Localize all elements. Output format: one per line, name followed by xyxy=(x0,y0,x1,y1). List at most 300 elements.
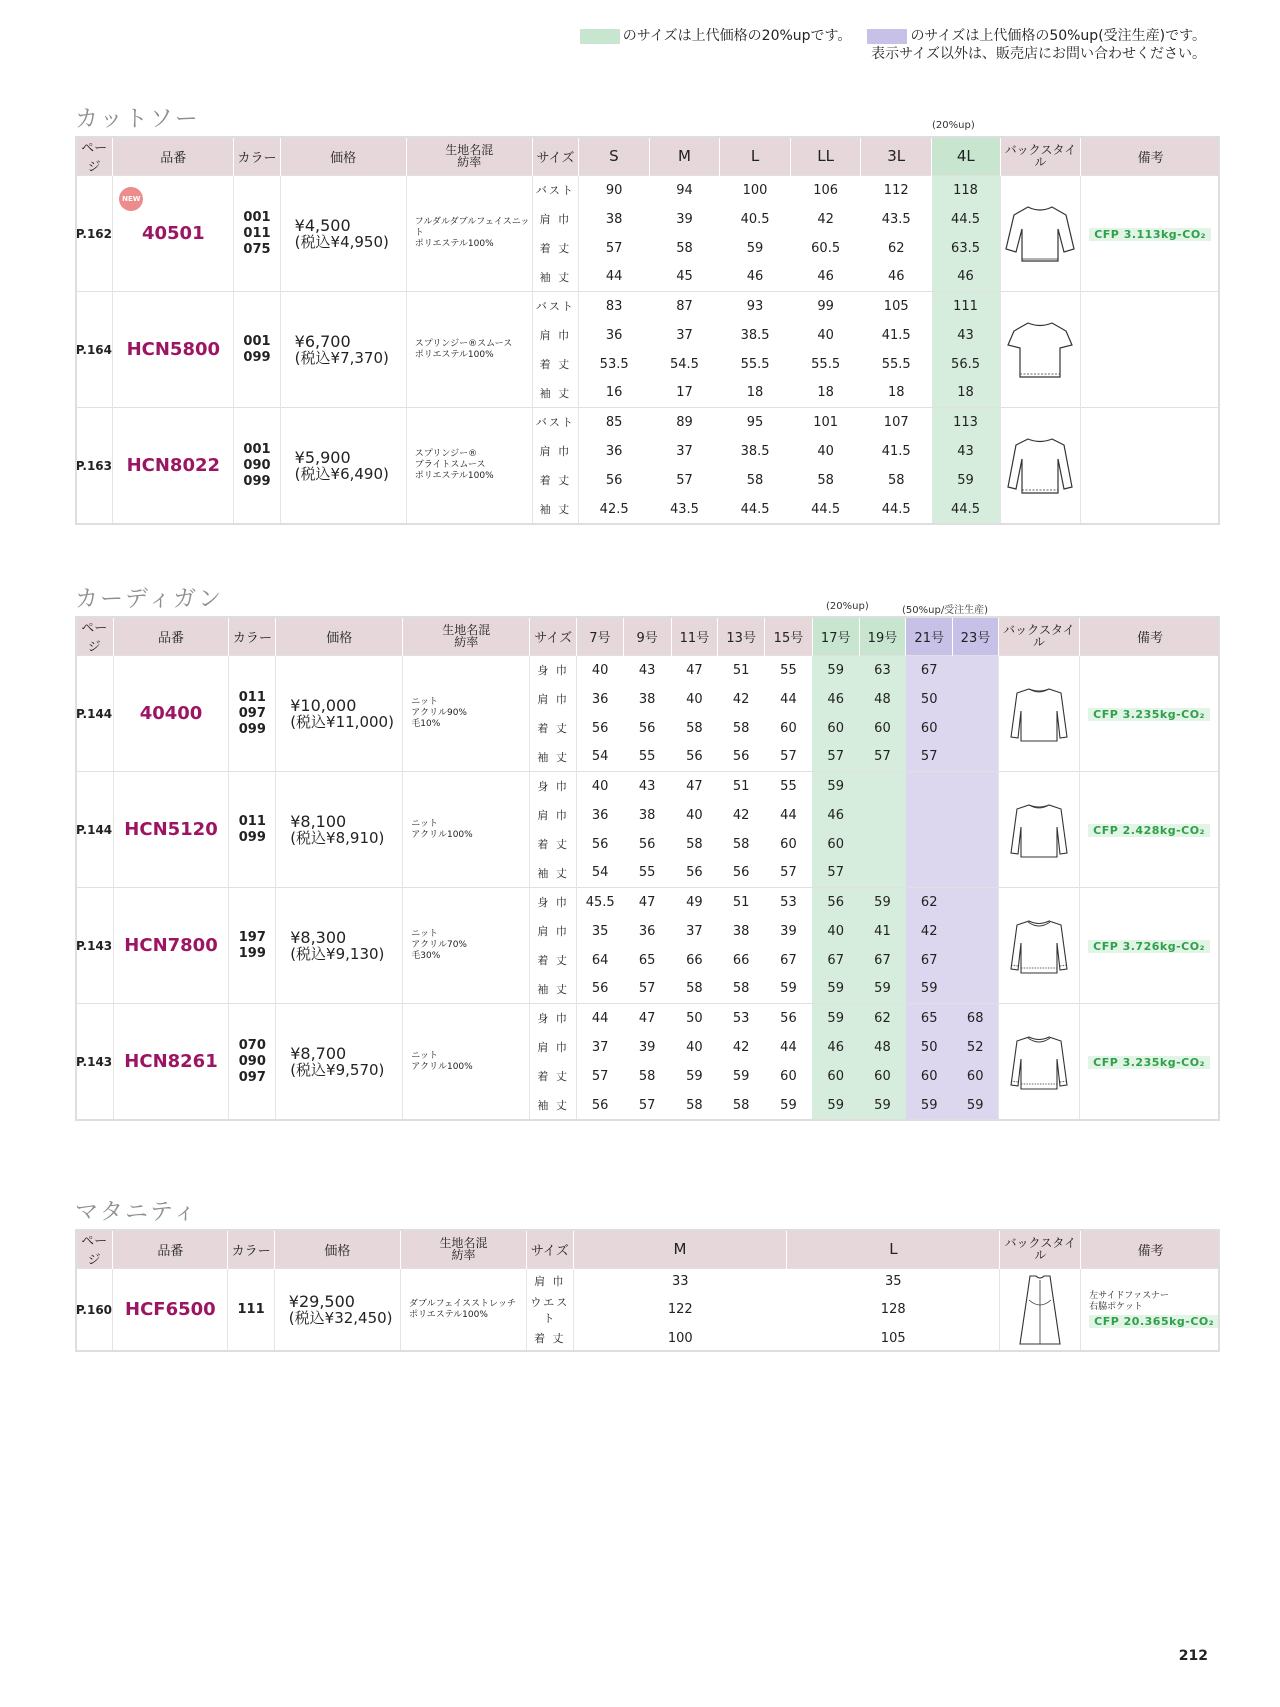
measure-value: 37 xyxy=(676,327,693,343)
fabric-info xyxy=(403,888,530,1004)
measure-value: 65 xyxy=(638,952,656,968)
page-ref[interactable]: P.164 xyxy=(76,292,113,408)
size-header: 17号 xyxy=(812,617,859,656)
price-with-tax: (税込¥11,000) xyxy=(290,712,394,731)
measure-value: 46 xyxy=(812,1033,859,1062)
measure-value: 128 xyxy=(880,1302,906,1317)
measure-label: ウエスト xyxy=(527,1294,573,1326)
measure-value: 16 xyxy=(605,385,623,401)
measure-value: 37 xyxy=(676,443,693,459)
remarks xyxy=(1080,656,1220,772)
color-codes xyxy=(234,292,280,408)
remarks xyxy=(1080,888,1220,1004)
table-row xyxy=(76,656,1221,685)
color-code: 097 xyxy=(238,705,266,721)
measure-value: 66 xyxy=(686,952,703,968)
measure-label: 肩 巾 xyxy=(532,205,578,234)
measure-value: 85 xyxy=(579,408,650,437)
measure-value: 44 xyxy=(780,1039,797,1055)
measure-value: 56 xyxy=(605,472,623,488)
measure-value: 40 xyxy=(686,807,703,823)
header-remarks: 備考 xyxy=(1081,1230,1220,1269)
measure-value: 40 xyxy=(577,656,624,685)
legend-purple-swatch xyxy=(867,29,907,44)
fabric-line: ダブルフェイスストレッチ xyxy=(408,1298,516,1309)
measure-value: 36 xyxy=(605,443,623,459)
measure-value: 62 xyxy=(887,240,905,256)
measure-value: 45.5 xyxy=(577,888,624,917)
measure-value: 118 xyxy=(932,176,1001,205)
item-number[interactable]: 40400 xyxy=(113,656,229,772)
header-item-no: 品番 xyxy=(113,1230,228,1269)
item-number[interactable]: HCF6500 xyxy=(113,1269,228,1351)
measure-label: 袖 丈 xyxy=(530,859,577,888)
color-code: 099 xyxy=(243,349,271,365)
price-base: ¥10,000 xyxy=(290,695,357,715)
up-label-green: (20%up) xyxy=(826,601,869,612)
measure-value xyxy=(953,888,999,917)
measure-value: 17 xyxy=(676,385,693,401)
back-style-image xyxy=(1000,176,1081,292)
measure-label: バスト xyxy=(532,408,578,437)
measure-value: 60 xyxy=(953,1062,999,1091)
page-number: 212 xyxy=(1178,1648,1208,1664)
measure-label: 袖 丈 xyxy=(532,495,578,524)
header-back-style: バックスタイル xyxy=(998,617,1079,656)
measure-value: 57 xyxy=(638,981,656,997)
measure-value: 38 xyxy=(638,691,656,707)
header-size: サイズ xyxy=(532,137,578,176)
measure-value: 59 xyxy=(732,1068,750,1084)
up-label-4l: (20%up) xyxy=(932,120,975,131)
table-row xyxy=(76,1004,1221,1033)
header-fabric: 生地名混紡率 xyxy=(403,617,530,656)
measure-value: 60 xyxy=(780,1068,797,1084)
measure-value xyxy=(953,917,999,946)
measure-value: 36 xyxy=(638,923,656,939)
measure-value xyxy=(953,975,999,1004)
measure-value xyxy=(859,830,906,859)
measure-value: 57 xyxy=(676,472,693,488)
measure-value: 55 xyxy=(765,656,813,685)
cfp-badge: CFP 20.365kg-CO₂ xyxy=(1089,1315,1219,1328)
color-codes xyxy=(229,656,276,772)
remarks xyxy=(1081,176,1220,292)
measure-value: 57 xyxy=(906,743,953,772)
measure-label: 肩 巾 xyxy=(530,1033,577,1062)
color-code: 197 xyxy=(238,929,266,945)
measure-value: 62 xyxy=(906,888,953,917)
header-size: サイズ xyxy=(527,1230,573,1269)
measure-value: 67 xyxy=(859,946,906,975)
page-ref[interactable]: P.143 xyxy=(76,888,114,1004)
measure-value: 43 xyxy=(623,772,671,801)
measure-value: 58 xyxy=(732,836,750,852)
measure-value: 42 xyxy=(732,691,750,707)
measure-value: 106 xyxy=(790,176,861,205)
measure-label: 肩 巾 xyxy=(530,801,577,830)
color-code: 011 xyxy=(238,689,266,705)
new-badge: NEW xyxy=(119,187,143,211)
measure-value: 43.5 xyxy=(881,211,911,227)
measure-value: 59 xyxy=(686,1068,703,1084)
color-code: 001 xyxy=(243,209,271,225)
fabric-info xyxy=(403,1004,530,1120)
header-page: ページ xyxy=(76,617,114,656)
legend-purple-text: のサイズは上代価格の50%up(受注生産)です。 xyxy=(910,28,1206,44)
back-style-image xyxy=(1000,292,1081,408)
measure-value: 58 xyxy=(686,981,703,997)
measure-value: 63 xyxy=(859,656,906,685)
size-header: LL xyxy=(790,137,861,176)
measure-value: 58 xyxy=(887,472,905,488)
header-size: サイズ xyxy=(530,617,577,656)
measure-value: 100 xyxy=(720,176,791,205)
measure-value: 41 xyxy=(859,917,906,946)
measure-label: 着 丈 xyxy=(532,466,578,495)
measure-value: 90 xyxy=(579,176,650,205)
measure-value: 59 xyxy=(932,466,1001,495)
measure-label: 着 丈 xyxy=(532,350,578,379)
measure-value: 44 xyxy=(605,269,623,285)
measure-value: 57 xyxy=(859,743,906,772)
fabric-info xyxy=(400,1269,526,1351)
measure-value: 44.5 xyxy=(932,205,1001,234)
legend-green-swatch xyxy=(580,29,620,44)
measure-value: 59 xyxy=(953,1091,999,1120)
measure-value: 41.5 xyxy=(881,443,911,459)
price-with-tax: (税込¥32,450) xyxy=(288,1308,393,1327)
measure-label: 肩 巾 xyxy=(532,437,578,466)
price-base: ¥4,500 xyxy=(294,215,351,235)
measure-label: 身 巾 xyxy=(530,1004,577,1033)
measure-value: 56 xyxy=(686,749,703,765)
header-remarks: 備考 xyxy=(1081,137,1220,176)
color-codes xyxy=(228,1269,274,1351)
measure-label: 袖 丈 xyxy=(530,1091,577,1120)
measure-value: 60.5 xyxy=(811,240,841,256)
fabric-line: ポリエステル100% xyxy=(414,471,494,482)
remark-line: 右脇ポケット xyxy=(1089,1301,1143,1312)
page-ref[interactable]: P.143 xyxy=(76,1004,114,1120)
measure-value: 95 xyxy=(720,408,791,437)
measure-value: 111 xyxy=(932,292,1001,321)
measure-value: 18 xyxy=(887,385,905,401)
measure-value: 46 xyxy=(746,269,764,285)
color-codes xyxy=(229,772,276,888)
measure-value: 42 xyxy=(732,807,750,823)
size-header: 7号 xyxy=(577,617,624,656)
measure-value xyxy=(906,859,953,888)
measure-value: 48 xyxy=(859,685,906,714)
measure-value: 89 xyxy=(649,408,720,437)
measure-value: 58 xyxy=(686,1097,703,1113)
fabric-info xyxy=(406,176,532,292)
measure-value: 53 xyxy=(718,1004,765,1033)
cfp-badge: CFP 3.113kg-CO₂ xyxy=(1089,228,1211,241)
fabric-line: アクリル100% xyxy=(411,829,473,840)
measure-value: 59 xyxy=(812,1004,859,1033)
size-header: S xyxy=(579,137,650,176)
price xyxy=(276,888,403,1004)
measure-value xyxy=(859,801,906,830)
measure-value: 40 xyxy=(577,772,624,801)
table-row xyxy=(76,888,1221,917)
size-header: 3L xyxy=(861,137,932,176)
measure-value: 33 xyxy=(573,1269,787,1294)
measure-value: 53.5 xyxy=(599,356,629,372)
fabric-line: ポリエステル100% xyxy=(414,349,494,360)
measure-value: 40 xyxy=(686,691,703,707)
measure-value: 36 xyxy=(605,327,623,343)
price-base: ¥8,300 xyxy=(290,927,347,947)
size-header: 19号 xyxy=(859,617,906,656)
measure-value: 48 xyxy=(859,1033,906,1062)
header-fabric: 生地名混紡率 xyxy=(406,137,532,176)
measure-value: 59 xyxy=(812,975,859,1004)
measure-value: 42 xyxy=(817,211,834,227)
size-header: 11号 xyxy=(671,617,718,656)
measure-label: 肩 巾 xyxy=(530,685,577,714)
fabric-line: アクリル90% xyxy=(411,708,467,718)
measure-value: 56 xyxy=(732,865,750,881)
measure-value: 57 xyxy=(812,859,859,888)
color-code: 199 xyxy=(238,945,266,961)
header-item-no: 品番 xyxy=(113,137,234,176)
measure-value: 57 xyxy=(780,865,797,881)
measure-value: 38 xyxy=(605,211,623,227)
fabric-line: 毛10% xyxy=(411,719,441,729)
measure-value: 42 xyxy=(906,917,953,946)
measure-value: 55 xyxy=(765,772,813,801)
maternity-table xyxy=(75,1230,1220,1351)
header-remarks: 備考 xyxy=(1080,617,1220,656)
color-code: 001 xyxy=(243,441,271,457)
measure-value xyxy=(953,714,999,743)
measure-value: 57 xyxy=(812,743,859,772)
measure-value: 44.5 xyxy=(932,495,1001,524)
measure-value: 52 xyxy=(953,1033,999,1062)
measure-value: 18 xyxy=(746,385,764,401)
table-row xyxy=(76,292,1221,321)
measure-value: 58 xyxy=(817,472,834,488)
measure-value xyxy=(953,830,999,859)
measure-label: 袖 丈 xyxy=(532,263,578,292)
fabric-info xyxy=(406,408,532,524)
measure-value: 67 xyxy=(906,656,953,685)
item-number[interactable]: HCN8261 xyxy=(113,1004,229,1120)
measure-value: 93 xyxy=(720,292,791,321)
header-page: ページ xyxy=(76,137,113,176)
page-ref[interactable]: P.160 xyxy=(76,1269,113,1351)
cardigan-table xyxy=(75,617,1220,1120)
measure-value: 37 xyxy=(591,1039,609,1055)
fabric-line: ニット xyxy=(411,818,438,829)
fabric-line: フルダルダブルフェイスニット xyxy=(414,217,530,238)
measure-label: 着 丈 xyxy=(527,1326,573,1351)
color-code: 097 xyxy=(238,1069,266,1085)
measure-value: 56 xyxy=(732,749,750,765)
color-code: 099 xyxy=(243,473,271,489)
measure-value: 67 xyxy=(812,946,859,975)
measure-value: 38 xyxy=(732,923,750,939)
measure-value: 44.5 xyxy=(811,501,841,517)
measure-value: 44.5 xyxy=(740,501,770,517)
price xyxy=(274,1269,400,1351)
measure-label: 肩 巾 xyxy=(532,321,578,350)
measure-label: 身 巾 xyxy=(530,888,577,917)
measure-value: 56 xyxy=(812,888,859,917)
price-base: ¥29,500 xyxy=(288,1291,355,1311)
measure-value: 42.5 xyxy=(599,501,629,517)
item-number[interactable]: HCN5800 xyxy=(113,292,234,408)
measure-value: 56 xyxy=(591,981,609,997)
measure-value: 43 xyxy=(932,437,1001,466)
price-base: ¥6,700 xyxy=(294,331,351,351)
measure-value: 68 xyxy=(953,1004,999,1033)
item-number[interactable]: HCN7800 xyxy=(113,888,229,1004)
header-price: 価格 xyxy=(280,137,406,176)
color-code: 075 xyxy=(243,241,271,257)
measure-label: 着 丈 xyxy=(532,234,578,263)
header-color: カラー xyxy=(229,617,276,656)
measure-value: 54.5 xyxy=(670,356,699,372)
section-title-cardigan: カーディガン xyxy=(75,586,224,612)
measure-value: 63.5 xyxy=(932,234,1001,263)
fabric-line: スプリンジー®スムース xyxy=(414,338,513,349)
measure-value: 112 xyxy=(861,176,932,205)
measure-value: 56 xyxy=(765,1004,813,1033)
measure-value: 113 xyxy=(932,408,1001,437)
fabric-line: スプリンジー® xyxy=(414,449,478,460)
color-code: 099 xyxy=(238,829,266,845)
measure-value: 46 xyxy=(812,685,859,714)
back-style-image xyxy=(998,1004,1079,1120)
price-with-tax: (税込¥4,950) xyxy=(294,232,389,251)
measure-value: 47 xyxy=(671,656,718,685)
measure-value: 55 xyxy=(638,749,656,765)
back-style-image xyxy=(1000,1269,1081,1351)
measure-value xyxy=(859,772,906,801)
measure-value: 35 xyxy=(787,1269,1000,1294)
fabric-line: アクリル100% xyxy=(411,1061,473,1072)
measure-value: 45 xyxy=(676,269,693,285)
fabric-line: ニット xyxy=(411,929,438,939)
page-ref[interactable]: P.144 xyxy=(76,772,114,888)
page-ref[interactable]: P.163 xyxy=(76,408,113,524)
page-ref[interactable]: P.144 xyxy=(76,656,114,772)
table-row xyxy=(76,772,1221,801)
price xyxy=(276,656,403,772)
price xyxy=(280,408,406,524)
measure-value: 105 xyxy=(861,292,932,321)
color-code: 111 xyxy=(237,1301,265,1317)
measure-value: 39 xyxy=(676,211,693,227)
color-code: 090 xyxy=(238,1053,266,1069)
price xyxy=(276,1004,403,1120)
header-page: ページ xyxy=(76,1230,113,1269)
measure-value: 60 xyxy=(906,714,953,743)
measure-label: 袖 丈 xyxy=(530,743,577,772)
remarks xyxy=(1081,408,1220,524)
size-header: 21号 xyxy=(906,617,953,656)
measure-value: 58 xyxy=(686,720,703,736)
measure-value: 35 xyxy=(591,923,609,939)
measure-value xyxy=(953,801,999,830)
remark-line: 左サイドファスナー xyxy=(1089,1290,1169,1301)
measure-value: 37 xyxy=(686,923,703,939)
measure-label: バスト xyxy=(532,176,578,205)
measure-value: 62 xyxy=(859,1004,906,1033)
fabric-line: ブライトスムース xyxy=(414,460,486,471)
measure-value: 39 xyxy=(780,923,797,939)
size-header: 9号 xyxy=(623,617,671,656)
price-with-tax: (税込¥9,130) xyxy=(290,944,385,963)
measure-value: 59 xyxy=(859,1091,906,1120)
page-ref[interactable]: P.162 xyxy=(76,176,113,292)
measure-label: バスト xyxy=(532,292,578,321)
table-row xyxy=(76,1269,1221,1294)
measure-value: 58 xyxy=(746,472,764,488)
measure-value: 66 xyxy=(732,952,750,968)
measure-value: 59 xyxy=(859,975,906,1004)
measure-value: 56 xyxy=(638,836,656,852)
price-with-tax: (税込¥7,370) xyxy=(294,348,389,367)
measure-value: 59 xyxy=(780,981,797,997)
measure-value: 56 xyxy=(591,1097,609,1113)
legend-note: 表示サイズ以外は、販売店にお問い合わせください。 xyxy=(871,46,1206,62)
measure-value: 42 xyxy=(732,1039,750,1055)
measure-value: 67 xyxy=(780,952,797,968)
item-number[interactable]: HCN5120 xyxy=(113,772,229,888)
measure-value xyxy=(953,743,999,772)
measure-value: 38.5 xyxy=(740,327,770,343)
measure-value: 60 xyxy=(859,1062,906,1091)
back-style-image xyxy=(1000,408,1081,524)
measure-value: 122 xyxy=(667,1302,693,1317)
measure-value: 58 xyxy=(676,240,693,256)
measure-value: 40 xyxy=(686,1039,703,1055)
measure-value: 67 xyxy=(906,946,953,975)
color-code: 001 xyxy=(243,333,271,349)
measure-value: 40 xyxy=(812,917,859,946)
measure-label: 身 巾 xyxy=(530,772,577,801)
measure-value: 36 xyxy=(591,807,609,823)
measure-value: 59 xyxy=(746,240,764,256)
item-number[interactable]: HCN8022 xyxy=(113,408,234,524)
price-base: ¥8,100 xyxy=(290,811,347,831)
header-price: 価格 xyxy=(274,1230,400,1269)
measure-value: 51 xyxy=(718,888,765,917)
item-number[interactable]: NEW 40501 xyxy=(113,176,234,292)
measure-value: 43 xyxy=(623,656,671,685)
back-style-image xyxy=(998,888,1079,1004)
measure-value: 60 xyxy=(906,1062,953,1091)
section-title-cutsew: カットソー xyxy=(75,106,200,132)
measure-value: 43.5 xyxy=(670,501,699,517)
fabric-line: 毛30% xyxy=(411,951,441,961)
measure-value xyxy=(859,859,906,888)
color-codes xyxy=(229,1004,276,1120)
color-codes xyxy=(234,176,280,292)
size-legend xyxy=(580,28,1206,63)
size-header: 13号 xyxy=(718,617,765,656)
fabric-line: アクリル70% xyxy=(411,940,467,950)
remarks xyxy=(1081,1269,1220,1351)
fabric-info xyxy=(403,656,530,772)
back-style-image xyxy=(998,656,1079,772)
measure-value: 65 xyxy=(906,1004,953,1033)
